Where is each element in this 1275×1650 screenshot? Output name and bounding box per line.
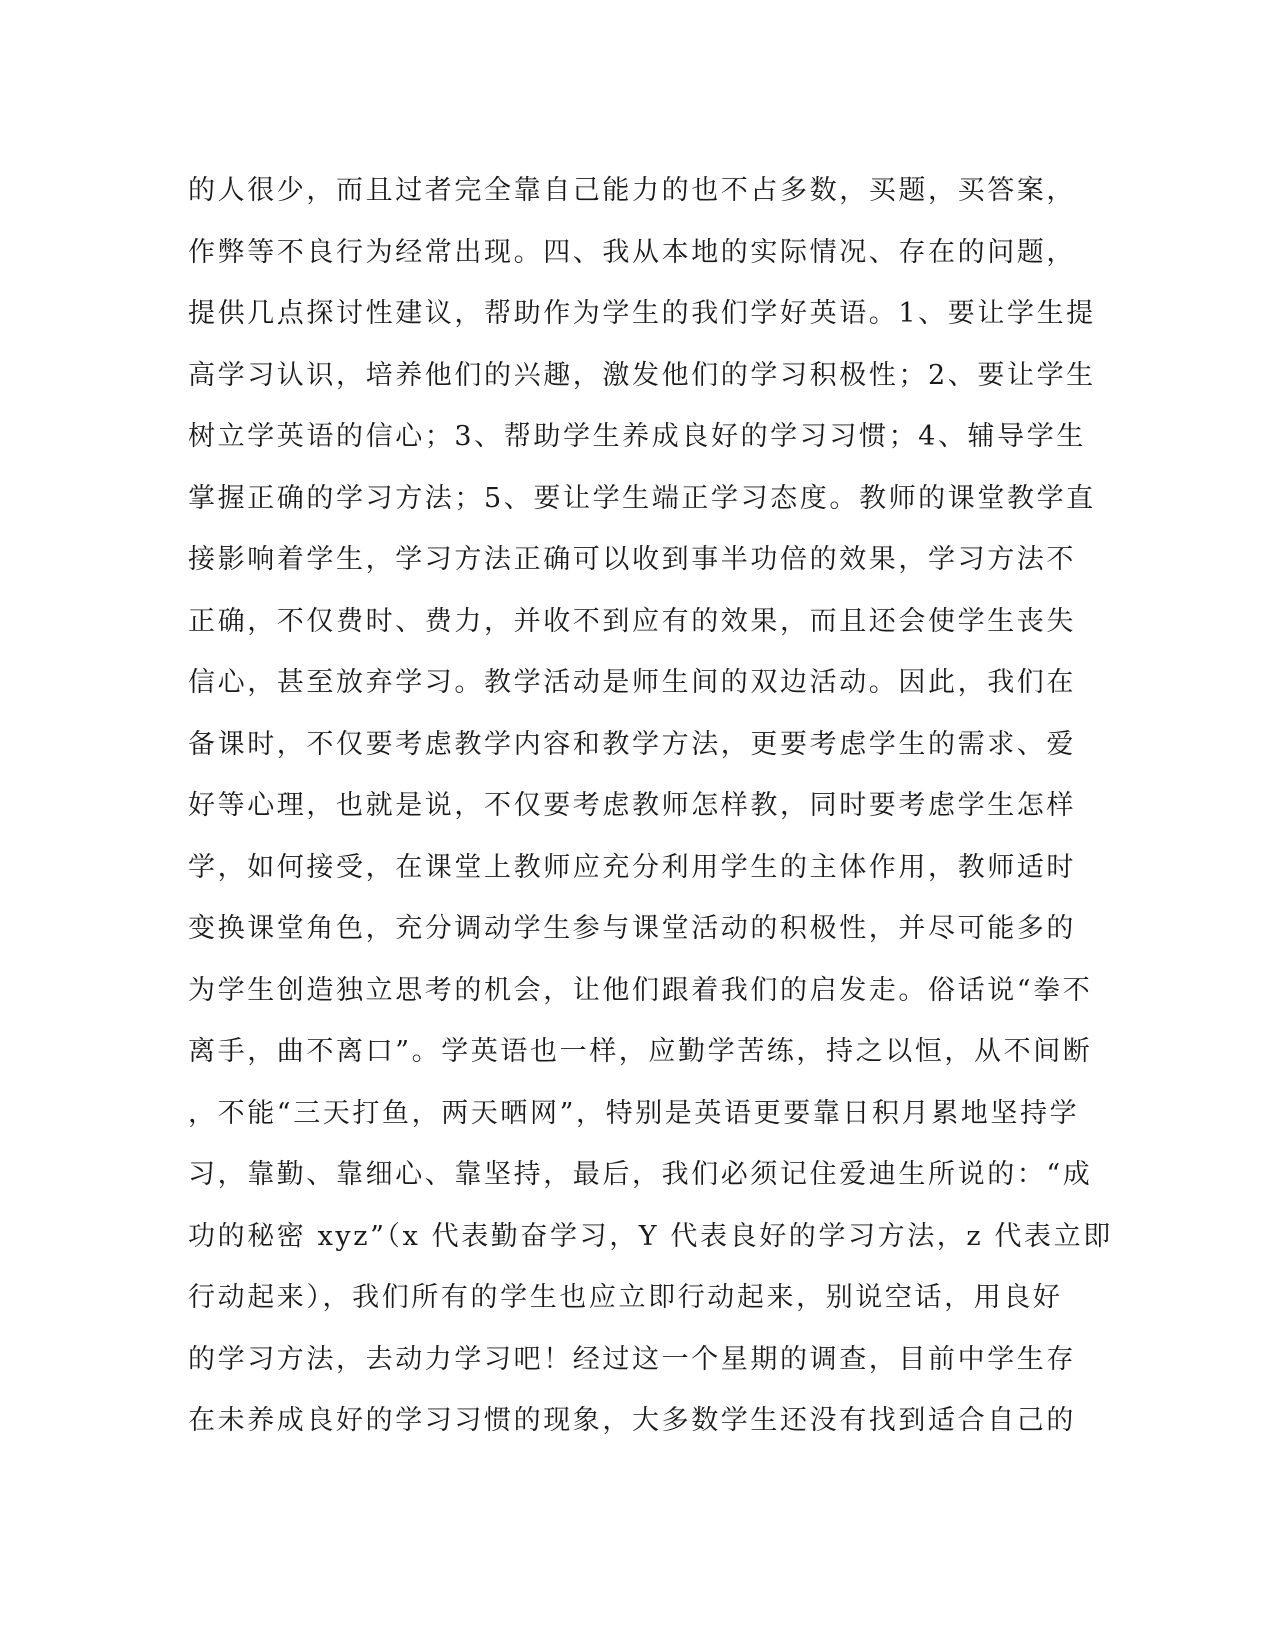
text-line: 行动起来），我们所有的学生也应立即行动起来，别说空话，用良好	[188, 1282, 1063, 1313]
text-line: 功的秘密 xyz”（x 代表勤奋学习，Y 代表良好的学习方法，z 代表立即	[188, 1220, 1113, 1252]
text-line: 备课时，不仅要考虑教学内容和教学方法，更要考虑学生的需求、爱	[188, 728, 1076, 760]
text-line: 的人很少，而且过者完全靠自己能力的也不占多数，买题，买答案，	[188, 175, 1076, 206]
text-line: 离手，曲不离口”。学英语也一样，应勤学苦练，持之以恒，从不间断	[188, 1036, 1093, 1067]
text-line: 信心，甚至放弃学习。教学活动是师生间的双边活动。因此，我们在	[188, 667, 1076, 698]
text-line: 学，如何接受，在课堂上教师应充分利用学生的主体作用，教师适时	[188, 851, 1076, 883]
text-line: 掌握正确的学习方法；5、要让学生端正学习态度。教师的课堂教学直	[188, 482, 1096, 514]
text-line: 接影响着学生，学习方法正确可以收到事半功倍的效果，学习方法不	[188, 544, 1076, 575]
text-line: ，不能“三天打鱼，两天晒网”，特别是英语更要靠日积月累地坚持学	[188, 1097, 1080, 1129]
body-text	[188, 160, 1113, 1452]
text-line: 高学习认识，培养他们的兴趣，激发他们的学习积极性；2、要让学生	[188, 359, 1096, 391]
text-line: 在未养成良好的学习习惯的现象，大多数学生还没有找到适合自己的	[188, 1405, 1076, 1436]
text-line: 的学习方法，去动力学习吧！经过这一个星期的调查，目前中学生存	[188, 1343, 1076, 1375]
text-line: 习，靠勤、靠细心、靠坚持，最后，我们必须记住爱迪生所说的：“成	[188, 1159, 1093, 1190]
text-line: 正确，不仅费时、费力，并收不到应有的效果，而且还会使学生丧失	[188, 605, 1076, 637]
text-line: 提供几点探讨性建议，帮助作为学生的我们学好英语。1、要让学生提	[188, 298, 1096, 329]
text-line: 树立学英语的信心；3、帮助学生养成良好的学习习惯；4、辅导学生	[188, 421, 1086, 452]
text-line: 为学生创造独立思考的机会，让他们跟着我们的启发走。俗话说“拳不	[188, 974, 1093, 1006]
text-line: 作弊等不良行为经常出现。四、我从本地的实际情况、存在的问题，	[188, 236, 1076, 268]
text-line: 变换课堂角色，充分调动学生参与课堂活动的积极性，并尽可能多的	[188, 913, 1076, 944]
text-line: 好等心理，也就是说，不仅要考虑教师怎样教，同时要考虑学生怎样	[188, 790, 1076, 821]
